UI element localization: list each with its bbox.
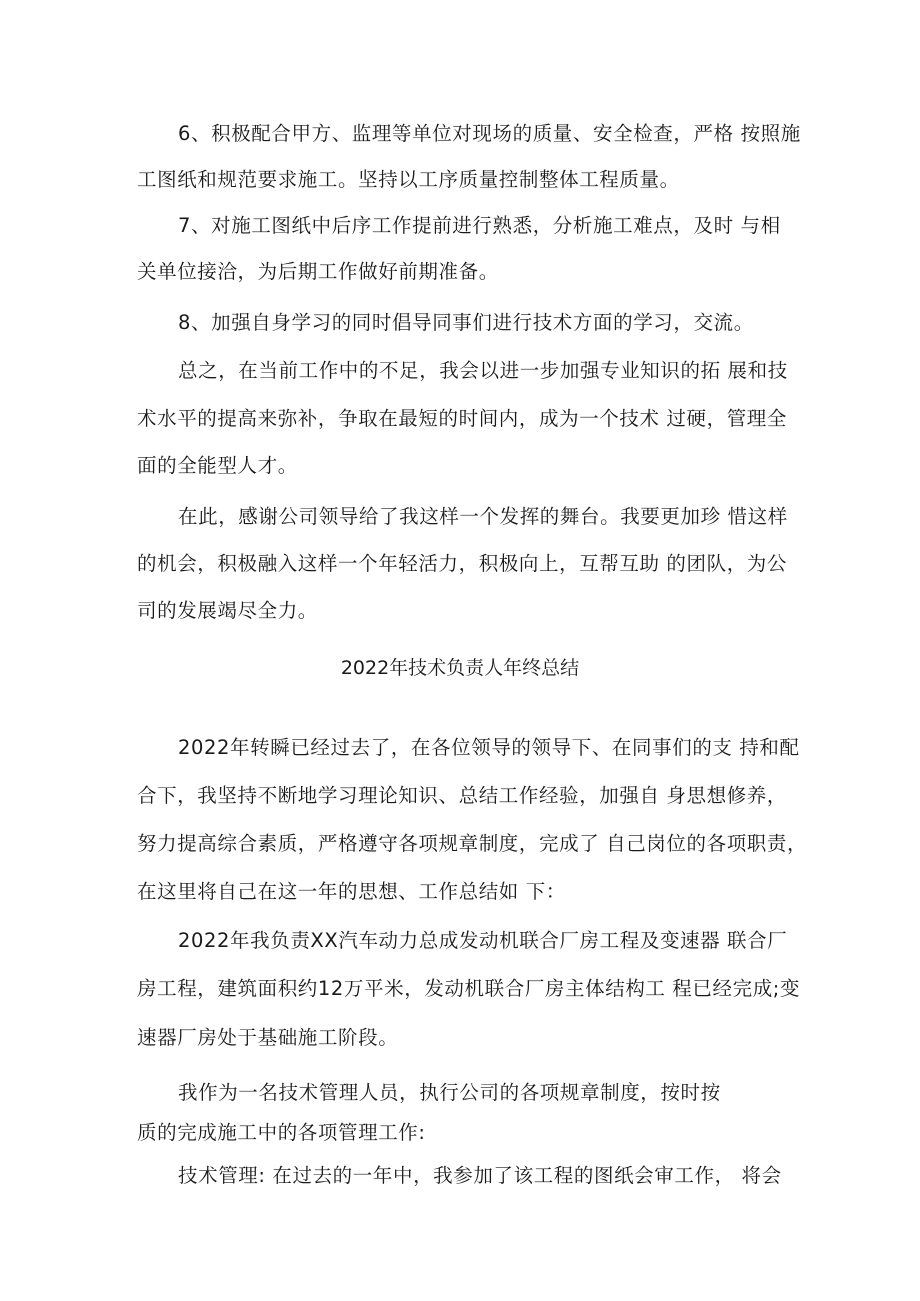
section-title: 2022年技术负责人年终总结 — [340, 657, 580, 679]
paragraph-7-line-1: 7、对施工图纸中后序工作提前进行熟悉，分析施工难点，及时 与相 — [178, 214, 781, 237]
conclusion-line-3: 面的全能型人才。 — [137, 454, 298, 477]
thanks-line-2: 的机会，积极融入这样一个年轻活力，积极向上，互帮互助 的团队，为公 — [137, 552, 787, 575]
paragraph-8-line-1: 8、加强自身学习的同时倡导同事们进行技术方面的学习，交流。 — [178, 311, 754, 334]
conclusion-line-2: 术水平的提高来弥补，争取在最短的时间内，成为一个技术 过硬，管理全 — [137, 407, 787, 430]
intro-line-4: 在这里将自己在这一年的思想、工作总结如 下： — [137, 880, 566, 903]
paragraph-7-line-2: 关单位接洽，为后期工作做好前期准备。 — [137, 260, 499, 283]
intro-line-1: 2022年转瞬已经过去了，在各位领导的领导下、在同事们的支 持和配 — [178, 736, 800, 759]
intro-line-2: 合下，我坚持不断地学习理论知识、总结工作经验，加强自 身思想修养， — [137, 784, 787, 807]
tech-management-line-1: 技术管理: 在过去的一年中，我参加了该工程的图纸会审工作， 将会 — [178, 1164, 782, 1187]
intro-line-3: 努力提高综合素质，严格遵守各项规章制度，完成了 自己岗位的各项职责， — [137, 832, 808, 855]
thanks-line-3: 司的发展竭尽全力。 — [137, 599, 318, 622]
project-line-2: 房工程，建筑面积约12万平米，发动机联合厂房主体结构工 程已经完成;变 — [137, 977, 801, 1000]
role-line-2: 质的完成施工中的各项管理工作: — [137, 1121, 426, 1144]
project-line-1: 2022年我负责XX汽车动力总成发动机联合厂房工程及变速器 联合厂 — [178, 929, 788, 952]
paragraph-6-line-1: 6、积极配合甲方、监理等单位对现场的质量、安全检查，严格 按照施 — [178, 122, 801, 145]
paragraph-6-line-2: 工图纸和规范要求施工。坚持以工序质量控制整体工程质量。 — [137, 168, 680, 191]
project-line-3: 速器厂房处于基础施工阶段。 — [137, 1026, 399, 1049]
role-line-1: 我作为一名技术管理人员，执行公司的各项规章制度，按时按 — [178, 1081, 721, 1104]
thanks-line-1: 在此，感谢公司领导给了我这样一个发挥的舞台。我要更加珍 惜这样 — [178, 505, 788, 528]
conclusion-line-1: 总之，在当前工作中的不足，我会以进一步加强专业知识的拓 展和技 — [178, 359, 788, 382]
